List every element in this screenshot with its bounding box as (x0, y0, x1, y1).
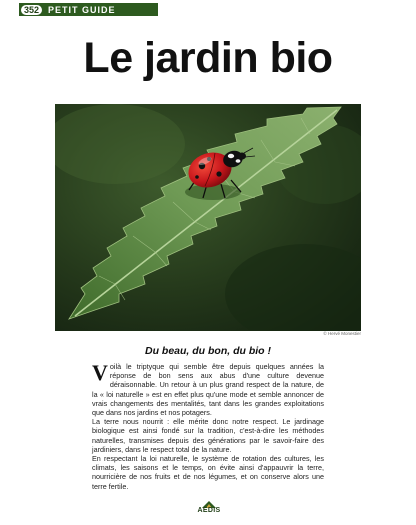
photo-credit: © Hervé Monestier (323, 331, 361, 336)
series-band (19, 3, 158, 16)
series-name: PETIT GUIDE (48, 4, 116, 15)
body-paragraph-text: oilà le triptyque qui semble être depuis quelques années la réponse de bon sens aux abus d'une culture devenue déraisonnable. Un retour à un plus grand respect de la nature, de la « loi naturelle » est en effet plus qu'une mode et semble annoncer de vrais changements des mentalités, tant dans les grandes exploitations que dans nos jardins et nos potagers. (92, 362, 324, 418)
body-paragraph: La terre nous nourrit : elle mérite donc notre respect. Le jardinage biologique est ainsi fondé sur la tradition, c'est-à-dire les méthodes naturelles, transmises depuis des générations par le savoir-faire des jardiniers, dans le respect total de la nature. (92, 417, 324, 454)
page-title: Le jardin bio (83, 34, 333, 82)
series-number: 352 (21, 5, 42, 15)
dropcap: V (92, 360, 108, 385)
publisher-name: AEDIS (197, 507, 221, 514)
cover-photo (55, 104, 361, 331)
subtitle: Du beau, du bon, du bio ! (145, 345, 271, 357)
body-paragraph: En respectant la loi naturelle, le système de rotation des cultures, les climats, les saisons et le temps, on évite ainsi d'appauvrir la terre, nourricière de nos fruits et de nos légumes, et on conserve alors une terre fertile. (92, 454, 324, 491)
body-paragraph (92, 362, 324, 417)
body-text (92, 362, 324, 491)
publisher-logo (192, 500, 226, 514)
